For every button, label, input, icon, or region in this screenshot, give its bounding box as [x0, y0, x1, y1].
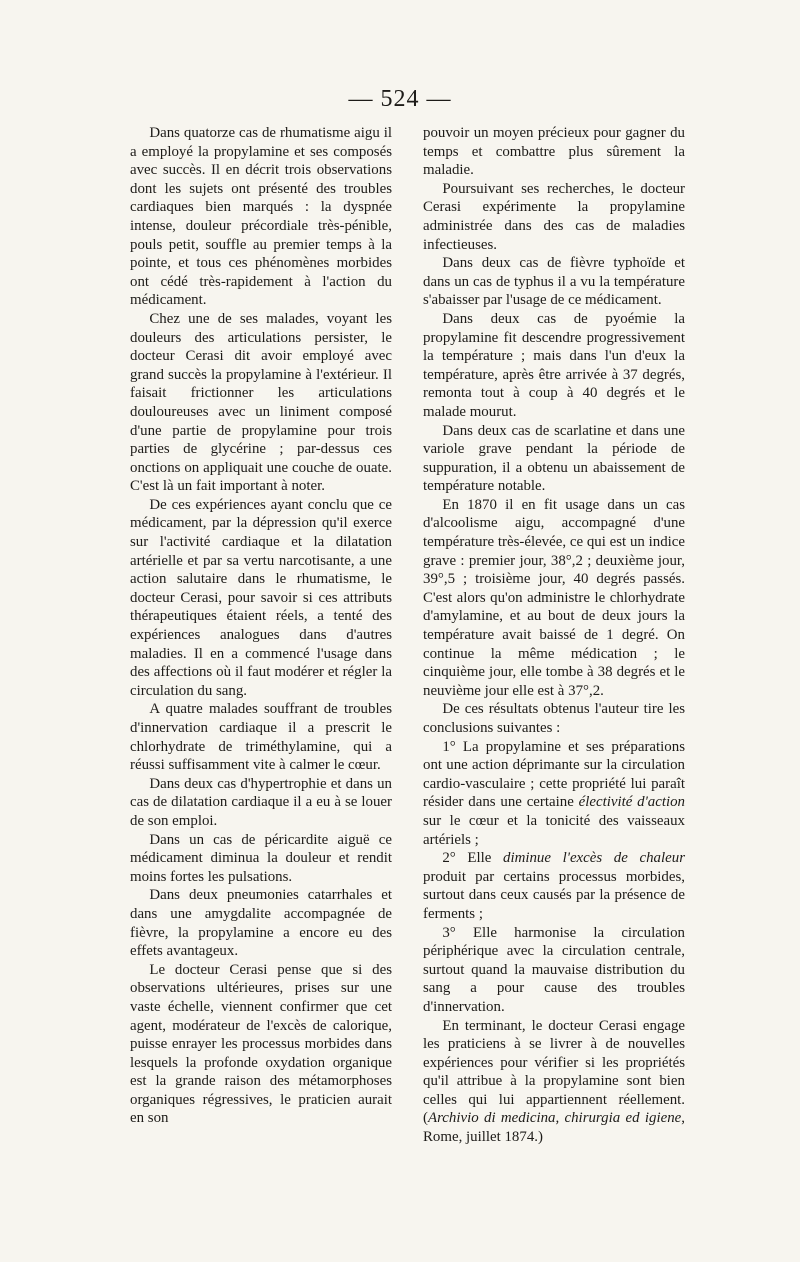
paragraph: pouvoir un moyen précieux pour gagner du temps et combattre plus sûrement la maladie.: [423, 125, 685, 179]
paragraph: Dans deux pneumonies catarrhales et dans une amygdalite accompagnée de fièvre, la propylamine a encore eu des effets avantageux.: [130, 887, 392, 960]
paragraph: [423, 1017, 685, 1147]
paragraph-text: En terminant, le docteur Cerasi engage les praticiens à se livrer à de nouvelles expériences pour vérifier si les propriétés qu'il attribue à la propylamine sont bien celles qui lui appartiennent réellement. (: [423, 1017, 685, 1127]
left-column: [130, 124, 392, 1147]
italic-phrase: électivité d'action: [578, 794, 685, 811]
text-columns: [130, 124, 685, 1147]
paragraph-text: 1° La propylamine et ses préparations ont une action déprimante sur la circulation cardio-vasculaire ; cette propriété lui paraît résider dans une certaine: [423, 738, 685, 811]
paragraph: Dans quatorze cas de rhumatisme aigu il a employé la propylamine et ses composés avec succès. Il en décrit trois observations dont les sujets ont présenté des troubles cardiaques bien marqués : la dyspnée intense, douleur précordiale très-pénible, pouls petit, souffle au premier temps à la pointe, et tous ces phénomènes morbides ont cédé très-rapidement à l'action du médicament.: [130, 125, 392, 309]
paragraph-text: , Rome, juillet 1874.): [423, 1110, 685, 1146]
paragraph: Poursuivant ses recherches, le docteur Cerasi expérimente la propylamine administrée dans des cas de maladies infectieuses.: [423, 180, 685, 253]
paragraph: A quatre malades souffrant de troubles d'innervation cardiaque il a prescrit le chlorhydrate de triméthylamine, qui a réussi suffisamment vite à calmer le cœur.: [130, 701, 392, 774]
paragraph-text: sur le cœur et la tonicité des vaisseaux artériels ;: [423, 812, 685, 848]
italic-phrase: diminue l'excès de chaleur: [503, 850, 685, 867]
page-number: — 524 —: [348, 86, 452, 112]
paragraph: Chez une de ses malades, voyant les douleurs des articulations persister, le docteur Cerasi dit avoir employé avec grand succès la propylamine à l'extérieur. Il faisait frictionner les articulations douloureuses avec un liniment composé d'une partie de propylamine pour trois parties de glycérine ; par-dessus ces onctions on appliquait une couche de ouate. C'est là un fait important à noter.: [130, 310, 392, 495]
paragraph: 3° Elle harmonise la circulation périphérique avec la circulation centrale, surtout quand la mauvaise distribution du sang a pour cause des troubles d'innervation.: [423, 924, 685, 1015]
paragraph: [423, 738, 685, 850]
right-column: [423, 124, 685, 1147]
paragraph: Dans deux cas de pyoémie la propylamine fit descendre progressivement la température ; mais dans l'un d'eux la température, après être arrivée à 37 degrés, remonta tout à coup à 40 degrés et le malade mourut.: [423, 310, 685, 420]
paragraph: En 1870 il en fit usage dans un cas d'alcoolisme aigu, accompagné d'une température très-élevée, ce qui est un indice grave : premier jour, 38°,2 ; deuxième jour, 39°,5 ; troisième jour, 40 degrés passés. C'est alors qu'on administre le chlorhydrate d'amylamine, et au bout de deux jours la température avait baissé de 1 degré. On continue la même médication ; le cinquième jour, elle tombe à 38 degrés et le neuvième jour elle est à 37°,2.: [423, 496, 685, 699]
paragraph-text: produit par certains processus morbides, surtout dans ceux causés par la présence de ferments ;: [423, 868, 685, 922]
paragraph: Dans deux cas de fièvre typhoïde et dans un cas de typhus il a vu la température s'abaisser par l'usage de ce médicament.: [423, 255, 685, 309]
paragraph: De ces expériences ayant conclu que ce médicament, par la dépression qu'il exerce sur l'activité cardiaque et la dilatation artérielle et par sa vertu narcotisante, a une action salutaire dans le rhumatisme, le docteur Cerasi, pour savoir si ces attributs thérapeutiques étaient réels, a tenté des expériences analogues dans d'autres maladies. Il en a commencé l'usage dans des affections où il faut modérer et régler la circulation du sang.: [130, 496, 392, 699]
paragraph: De ces résultats obtenus l'auteur tire les conclusions suivantes :: [423, 701, 685, 736]
paragraph: Dans un cas de péricardite aiguë ce médicament diminua la douleur et rendit moins fortes les pulsations.: [130, 831, 392, 885]
paragraph: [423, 849, 685, 923]
paragraph-text: 2° Elle: [442, 850, 504, 867]
italic-phrase: Archivio di medicina, chirurgia ed igiene: [427, 1110, 682, 1127]
paragraph: Dans deux cas d'hypertrophie et dans un cas de dilatation cardiaque il a eu à se louer de son emploi.: [130, 775, 392, 829]
paragraph: Dans deux cas de scarlatine et dans une variole grave pendant la période de suppuration, il a obtenu un abaissement de température notable.: [423, 422, 685, 495]
paragraph: Le docteur Cerasi pense que si des observations ultérieures, prises sur une vaste échelle, viennent confirmer que cet agent, modérateur de l'excès de calorique, puisse enrayer les processus morbides dans lesquels la profonde oxydation organique est la grande raison des métamorphoses organiques régressives, le praticien aurait en son: [130, 961, 392, 1127]
